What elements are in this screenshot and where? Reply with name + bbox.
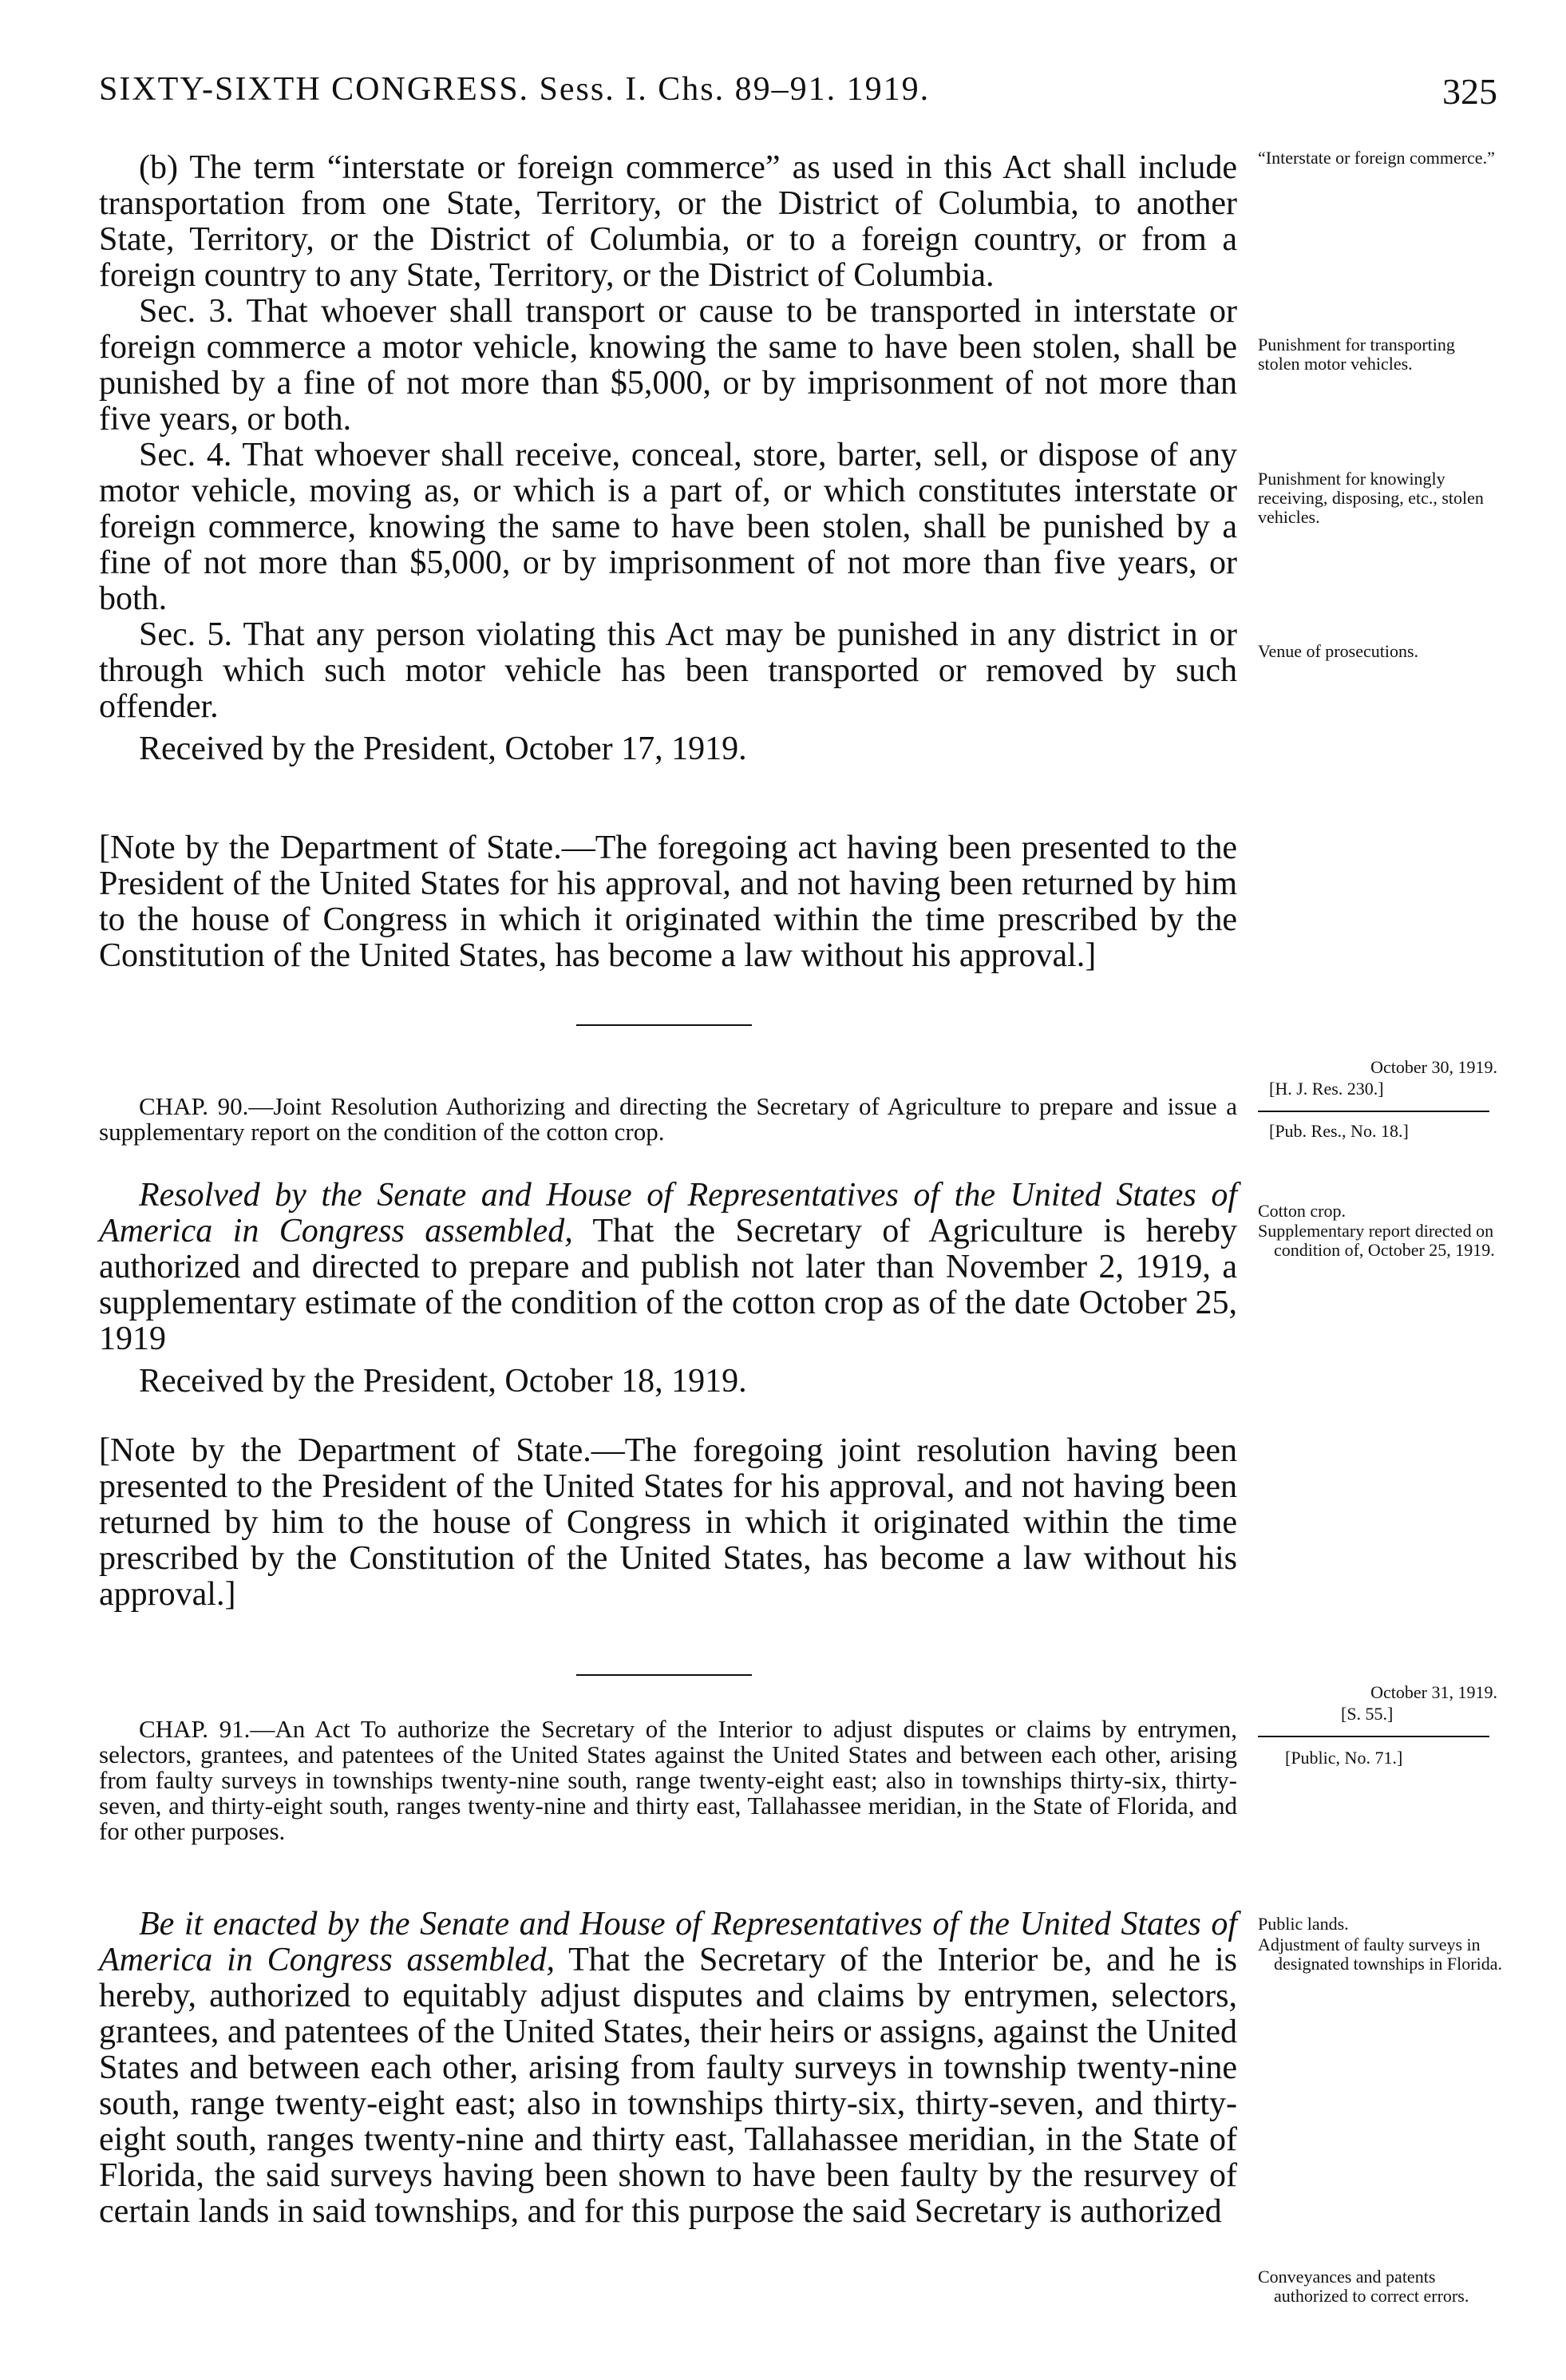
ch90-received: Received by the President, October 18, 1919.	[139, 1363, 747, 1400]
margin-note-conveyances: Conveyances and patents authorized to correct errors.	[1258, 2267, 1469, 2306]
margin-note-interstate: “Interstate or foreign commerce.”	[1258, 148, 1495, 168]
page-number: 325	[1442, 71, 1497, 112]
ch89-sec5: Sec. 5. That any person violating this Act may be punished in any district in or through which such motor vehicle has been transported or removed by such offender.	[99, 616, 1237, 725]
ch89-para-b: (b) The term “interstate or foreign commerce” as used in this Act shall include transportation from one State, Territory, or the District of Columbia, to another State, Territory, or the District of Columbia, or to a foreign country, or from a foreign country to any State, Territory, or the District of Columbia.	[99, 149, 1237, 294]
ch91-heading: CHAP. 91.—An Act To authorize the Secretary of the Interior to adjust disputes or claims by entrymen, selectors, grantees, and patentees of the United States against the United States and between each other, arising from faulty surveys in townships twenty-nine south, range twenty-eight east; also in townships thirty-six, thirty-seven, and thirty-eight south, ranges twenty-nine and thirty east, Tallahassee meridian, in the State of Florida, and for other purposes.	[99, 1715, 1237, 1845]
ch91-public-number: [Public, No. 71.]	[1285, 1748, 1403, 1768]
ch90-enacting-clause: Resolved by the Senate and House of Representatives of the United States of America in Congress assembled,	[99, 1177, 1237, 1249]
ch90-date: October 30, 1919.	[1370, 1057, 1497, 1077]
ch89-body	[99, 150, 1237, 767]
margin-note-supplementary: Supplementary report directed on condition of, October 25, 1919.	[1258, 1221, 1495, 1260]
margin-note-adjustment: Adjustment of faulty surveys in designated townships in Florida.	[1258, 1934, 1502, 1974]
ch89-note: [Note by the Department of State.—The foregoing act having been presented to the President of the United States for his approval, and not having been returned by him to the house of Congress in which it originated within the time prescribed by the Constitution of the United States, has become a law without his approval.]	[99, 830, 1237, 974]
ch91-date: October 31, 1919.	[1370, 1682, 1497, 1702]
margin-divider	[1258, 1111, 1489, 1112]
ch90-pubres: [Pub. Res., No. 18.]	[1269, 1121, 1409, 1141]
ch89-sec4: Sec. 4. That whoever shall receive, conceal, store, barter, sell, or dispose of any motor vehicle, moving as, or which is a part of, or which constitutes interstate or foreign commerce, knowing the same to have been stolen, shall be punished by a fine of not more than $5,000, or by imprisonment of not more than five years, or both.	[99, 437, 1237, 617]
ch90-note: [Note by the Department of State.—The foregoing joint resolution having been presented to the President of the United States for his approval, and not having been returned by him to the house of Congress in which it originated within the time prescribed by the Constitution of the United States, has become a law without his approval.]	[99, 1432, 1237, 1613]
ch91-body	[99, 1907, 1237, 2230]
margin-note-public-lands: Public lands.	[1258, 1914, 1349, 1934]
margin-note-punish-receiving: Punishment for knowingly receiving, disposing, etc., stolen vehicles.	[1258, 469, 1484, 527]
margin-note-venue: Venue of prosecutions.	[1258, 641, 1419, 661]
divider	[576, 1674, 752, 1676]
margin-note-cotton: Cotton crop.	[1258, 1201, 1346, 1221]
ch90-resolution-text: That the Secretary of Agriculture is hereby authorized and directed to prepare and publish not later than November 2, 1919, a supplementary estimate of the condition of the cotton crop as of the date October 25, 1919	[99, 1213, 1237, 1357]
margin-divider	[1258, 1736, 1489, 1737]
ch91-enacting-clause: Be it enacted by the Senate and House of Representatives of the United States of America in Congress assembled,	[99, 1906, 1237, 1978]
ch91-s-number: [S. 55.]	[1341, 1704, 1394, 1724]
ch89-sec3: Sec. 3. That whoever shall transport or cause to be transported in interstate or foreign commerce a motor vehicle, knowing the same to have been stolen, shall be punished by a fine of not more than $5,000, or by imprisonment of not more than five years, or both.	[99, 293, 1237, 438]
ch89-received: Received by the President, October 17, 1919.	[139, 731, 747, 767]
margin-note-punish-transport: Punishment for transporting stolen motor vehicles.	[1258, 335, 1455, 374]
ch90-hjres: [H. J. Res. 230.]	[1269, 1079, 1384, 1099]
ch90-heading: CHAP. 90.—Joint Resolution Authorizing and directing the Secretary of Agriculture to prepare and issue a supplementary report on the condition of the cotton crop.	[99, 1092, 1237, 1146]
divider	[576, 1024, 752, 1026]
ch90-body	[99, 1178, 1237, 1400]
ch91-act-text: That the Secretary of the Interior be, and he is hereby, authorized to equitably adjust disputes and claims by entrymen, selectors, grantees, and patentees of the United States, their heirs or assigns, against the United States and between each other, arising from faulty surveys in township twenty-nine south, range twenty-eight east; also in townships thirty-six, thirty-seven, and thirty-eight south, ranges twenty-nine and thirty east, Tallahassee meridian, in the State of Florida, the said surveys having been shown to have been faulty by the resurvey of certain lands in said townships, and for this purpose the said Secretary is authorized	[99, 1942, 1237, 2230]
running-head-title: SIXTY-SIXTH CONGRESS. Sess. I. Chs. 89–91. 1919.	[99, 71, 931, 108]
running-head	[99, 70, 1497, 118]
